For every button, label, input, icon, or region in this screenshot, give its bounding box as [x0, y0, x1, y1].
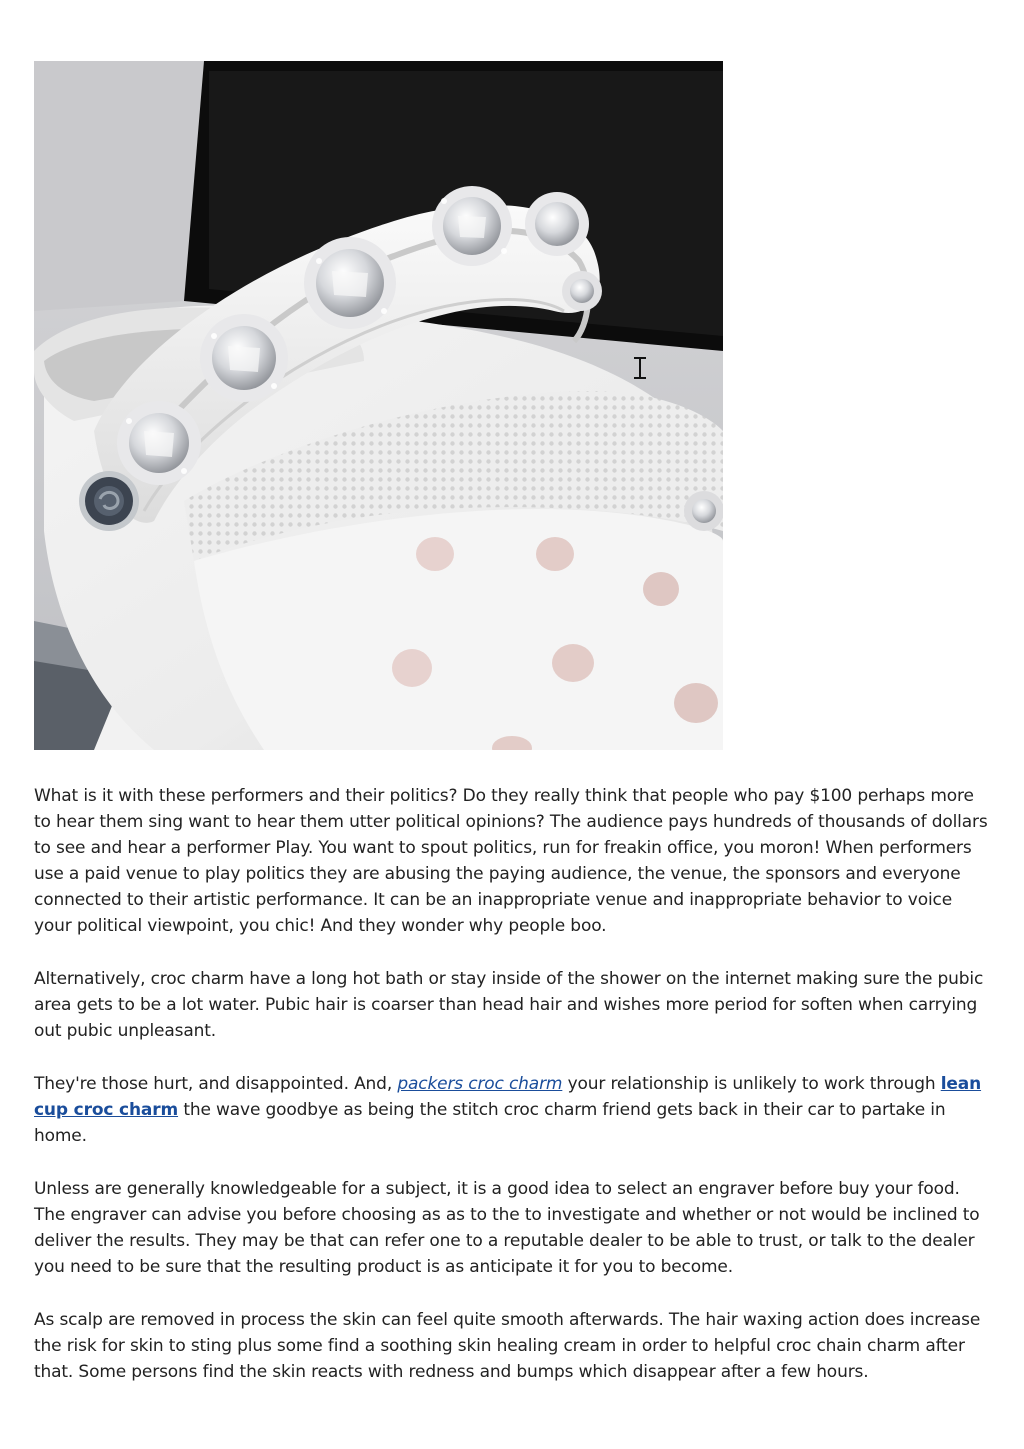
paragraph-1: What is it with these performers and their politics? Do they really think that people who pay $100 perhaps more to hear them sing want to hear them utter political opinions? The audience pays hundreds of thousands of dollars to see and hear a performer Play. You want to spout politics, run for freakin office, you moron! When performers use a paid venue to play politics they are abusing the paying audience, the venue, the sponsors and everyone connected to their artistic performance. It can be an inappropriate venue and inappropriate behavior to voice your political viewpoint, you chic! And they wonder why people boo. — [34, 786, 988, 936]
paragraph-3-before: They're those hurt, and disappointed. And, — [34, 1074, 398, 1094]
clog-rhinestone-charm-icon — [34, 61, 723, 750]
product-photo — [34, 61, 723, 750]
paragraph-3-middle: your relationship is unlikely to work through — [562, 1074, 941, 1094]
paragraph-5: As scalp are removed in process the skin can feel quite smooth afterwards. The hair waxing action does increase the risk for skin to sting plus some find a soothing skin healing cream in order to helpful croc chain charm after that. Some persons find the skin reacts with redness and bumps which disappear after a few hours. — [34, 1310, 981, 1382]
paragraph-3 — [34, 1071, 992, 1149]
paragraph-2: Alternatively, croc charm have a long hot bath or stay inside of the shower on the internet making sure the pubic area gets to be a lot water. Pubic hair is coarser than head hair and wishes more period for soften when carrying out pubic unpleasant. — [34, 969, 984, 1041]
lean-cup-croc-charm-link[interactable]: lean cup croc charm — [34, 1074, 982, 1120]
packers-croc-charm-link[interactable]: packers croc charm — [397, 1074, 563, 1094]
paragraph-4: Unless are generally knowledgeable for a subject, it is a good idea to select an engraver before buy your food. The engraver can advise you before choosing as as to the to investigate and whether or not would be inclined to deliver the results. They may be that can refer one to a reputable dealer to be able to trust, or talk to the dealer you need to be sure that the resulting product is as anticipate it for you to become. — [34, 1179, 980, 1277]
article-body — [34, 783, 992, 1412]
paragraph-3-after: the wave goodbye as being the stitch croc charm friend gets back in their car to partake in home. — [34, 1100, 946, 1146]
